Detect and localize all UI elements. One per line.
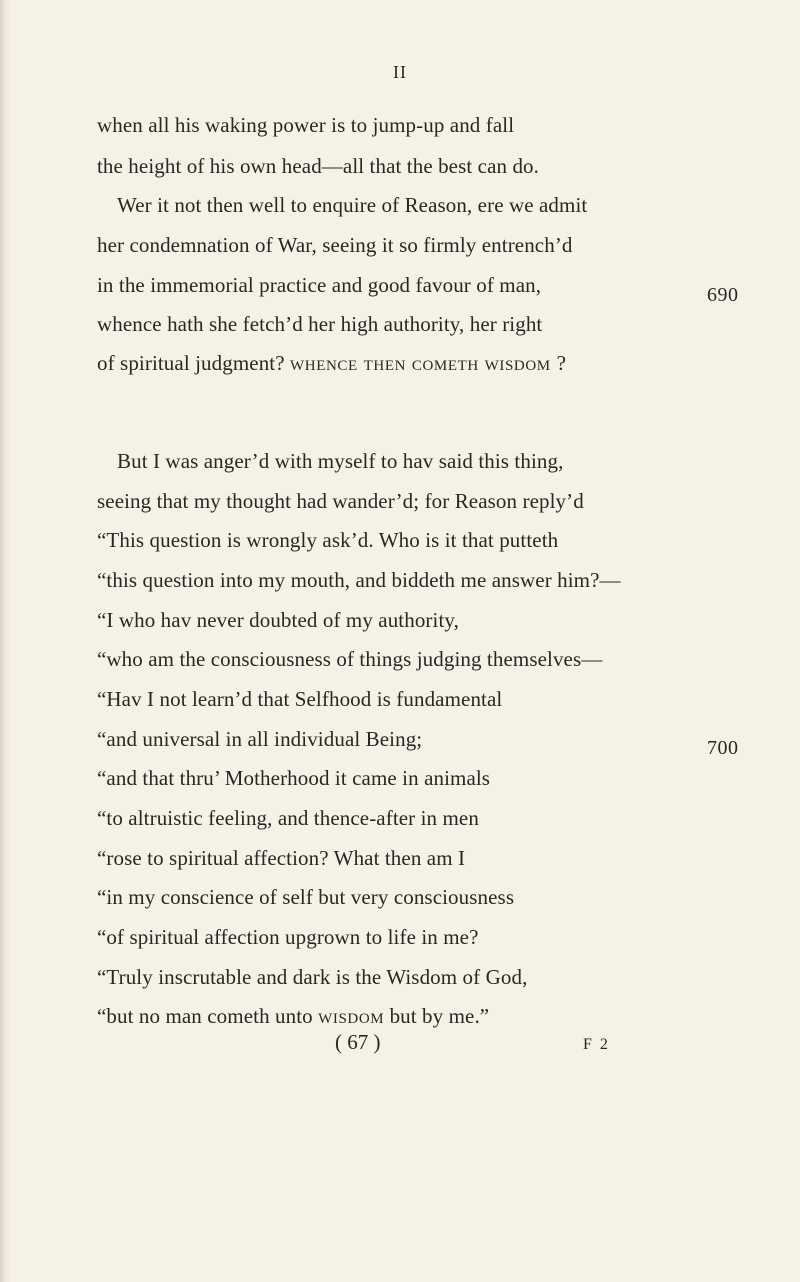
verse-line: “this question into my mouth, and biddeth me answer him?— [97, 568, 621, 592]
small-caps-phrase: whence then cometh wisdom ? [290, 351, 567, 375]
verse-line: “Hav I not learn’d that Selfhood is fundamental [97, 687, 503, 711]
verse-line: “and universal in all individual Being; [97, 727, 423, 751]
verse-line: “of spiritual affection upgrown to life in me? [97, 925, 479, 949]
verse-line: “rose to spiritual affection? What then am I [97, 846, 466, 870]
verse-line [97, 1006, 489, 1027]
running-head: II [393, 62, 407, 82]
verse-line: “in my conscience of self but very consciousness [97, 885, 515, 909]
verse-line: whence hath she fetch’d her high authority, her right [97, 312, 543, 336]
page-number: ( 67 ) [335, 1030, 381, 1054]
verse-line: her condemnation of War, seeing it so firmly entrench’d [97, 233, 573, 257]
verse-line: But I was anger’d with myself to hav said this thing, [117, 449, 564, 473]
verse-line: the height of his own head—all that the best can do. [97, 154, 540, 178]
verse-line: “I who hav never doubted of my authority, [97, 608, 459, 632]
small-caps-word: wisdom [318, 1004, 385, 1028]
verse-line: “and that thru’ Motherhood it came in animals [97, 766, 491, 790]
verse-line [97, 353, 567, 374]
verse-text: but by me.” [384, 1004, 490, 1028]
binding-gutter [0, 0, 12, 1282]
verse-line: “This question is wrongly ask’d. Who is it that putteth [97, 528, 559, 552]
printer-signature: F 2 [583, 1036, 610, 1053]
verse-line: “who am the consciousness of things judging themselves— [97, 647, 603, 671]
verse-text: of spiritual judgment? [97, 351, 291, 375]
verse-line: seeing that my thought had wander’d; for Reason reply’d [97, 489, 584, 513]
verse-line: when all his waking power is to jump-up and fall [97, 113, 515, 137]
line-number: 690 [707, 284, 739, 306]
verse-line: “to altruistic feeling, and thence-after in men [97, 806, 479, 830]
verse-text: “but no man cometh unto [97, 1004, 319, 1028]
verse-line: “Truly inscrutable and dark is the Wisdom of God, [97, 965, 528, 989]
verse-line: Wer it not then well to enquire of Reason, ere we admit [117, 193, 588, 217]
line-number: 700 [707, 737, 739, 759]
verse-line: in the immemorial practice and good favour of man, [97, 273, 542, 297]
